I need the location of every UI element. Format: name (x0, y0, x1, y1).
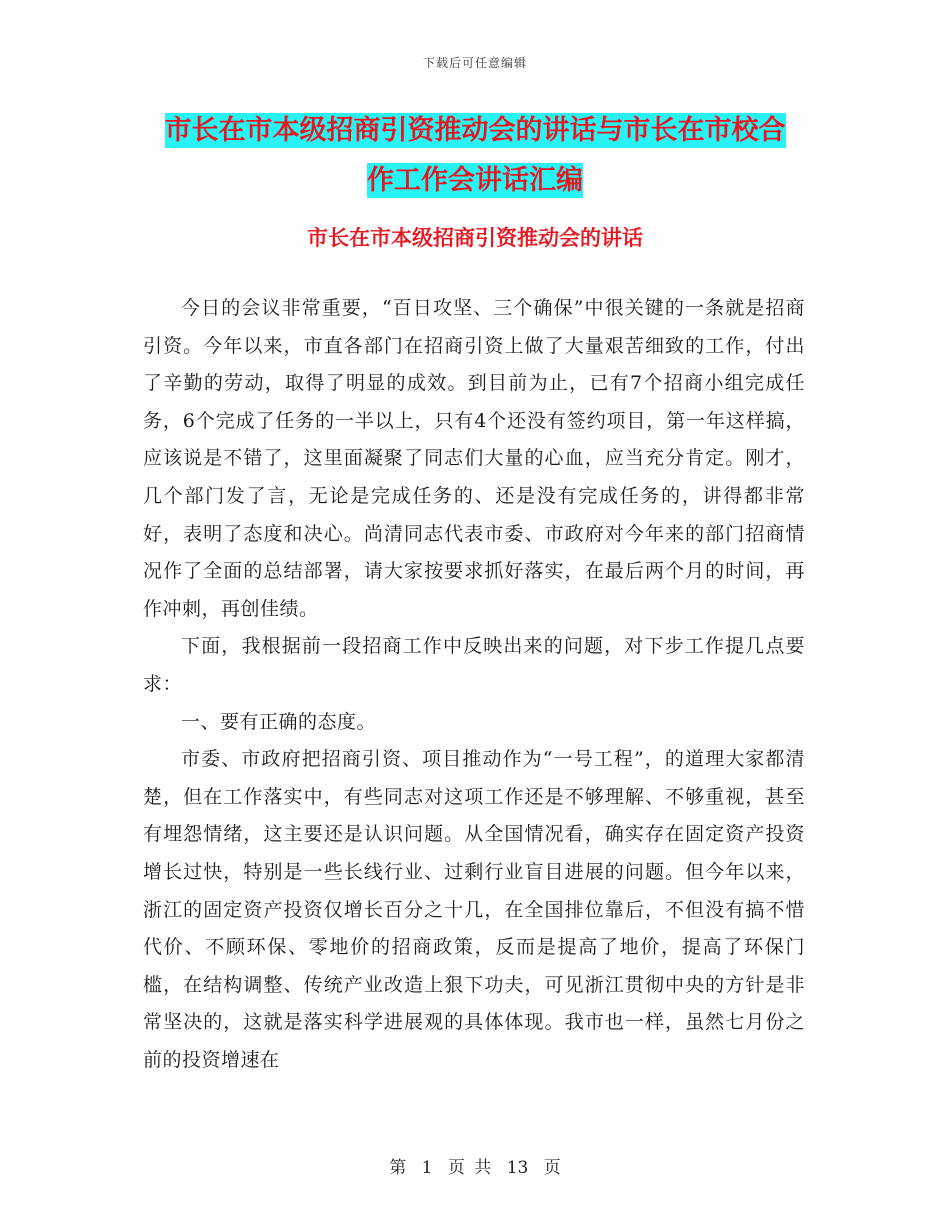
footer-middle: 页 共 (447, 1158, 492, 1178)
document-title (145, 106, 805, 206)
section-title: 市长在市本级招商引资推动会的讲话 (307, 226, 643, 250)
page-footer (0, 1153, 950, 1178)
footer-suffix: 页 (543, 1158, 561, 1178)
page-total: 13 (506, 1158, 529, 1178)
footer-prefix: 第 (389, 1158, 407, 1178)
page-header-note: 下载后可任意编辑 (422, 56, 527, 70)
page-number: 1 (421, 1158, 433, 1178)
paragraph: 下面，我根据前一段招商工作中反映出来的问题，对下步工作提几点要求： (143, 635, 805, 695)
document-title-line-1: 市长在市本级招商引资推动会的讲话与市长在市校合 (164, 115, 786, 146)
paragraph: 一、要有正确的态度。 (181, 710, 377, 733)
document-title-line-2: 作工作会讲话汇编 (367, 165, 583, 196)
paragraph: 市委、市政府把招商引资、项目推动作为“一号工程”，的道理大家都清楚，但在工作落实中，有些同志对这项工作还是不够理解、不够重视，甚至有埋怨情绪，这主要还是认识问题。从全国情况看，确实存在固定资产投资增长过快，特别是一些长线行业、过剩行业盲目进展的问题。但今年以来，浙江的固定资产投资仅增长百分之十几，在全国排位靠后，不但没有搞不惜代价、不顾环保、零地价的招商政策，反而是提高了地价，提高了环保门槛，在结构调整、传统产业改造上狠下功夫，可见浙江贯彻中央的方针是非常坚决的，这就是落实科学进展观的具体体现。我市也一样，虽然七月份之前的投资增速在 (143, 748, 805, 1071)
document-body (143, 290, 805, 1079)
paragraph: 今日的会议非常重要，“百日攻坚、三个确保”中很关键的一条就是招商引资。今年以来，市直各部门在招商引资上做了大量艰苦细致的工作，付出了辛勤的劳动，取得了明显的成效。到目前为止，已有7个招商小组完成任务，6个完成了任务的一半以上，只有4个还没有签约项目，第一年这样搞，应该说是不错了，这里面凝聚了同志们大量的心血，应当充分肯定。刚才，几个部门发了言，无论是完成任务的、还是没有完成任务的，讲得都非常好，表明了态度和决心。尚清同志代表市委、市政府对今年来的部门招商情况作了全面的总结部署，请大家按要求抓好落实，在最后两个月的时间，再作冲刺，再创佳绩。 (143, 297, 805, 620)
